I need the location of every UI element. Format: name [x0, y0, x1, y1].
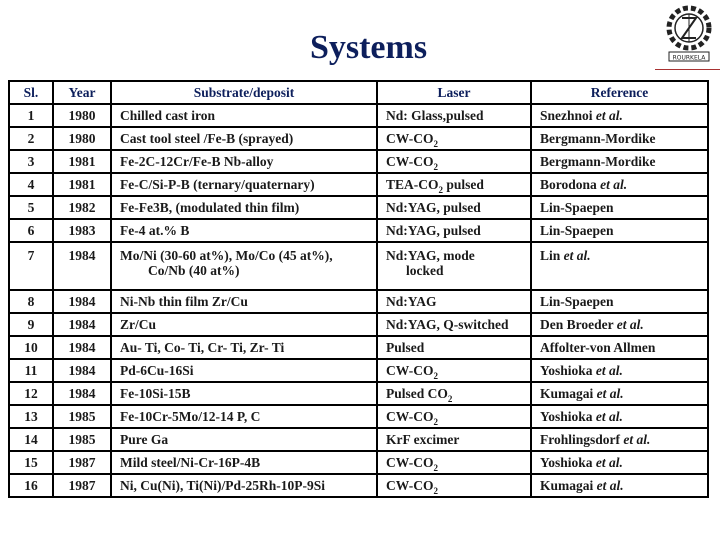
cell-substrate: [111, 405, 377, 428]
table-row: [9, 150, 708, 173]
table-row: [9, 196, 708, 219]
cell-year: 1983: [53, 219, 111, 242]
substrate-text: Ni-Nb thin film Zr/Cu: [120, 294, 248, 309]
cell-substrate: [111, 290, 377, 313]
cell-year: 1984: [53, 242, 111, 290]
substrate-text-line2: Co/Nb (40 at%): [148, 263, 240, 278]
table-row: [9, 290, 708, 313]
cell-reference: [531, 196, 708, 219]
cell-substrate: [111, 219, 377, 242]
cell-reference: [531, 313, 708, 336]
cell-laser: [377, 196, 531, 219]
cell-laser: [377, 405, 531, 428]
laser-text: Nd:YAG: [386, 294, 437, 309]
cell-reference: [531, 336, 708, 359]
laser-subscript: 2: [433, 486, 438, 496]
laser-text: Nd:YAG, pulsed: [386, 200, 481, 215]
reference-author: Kumagai: [540, 478, 594, 493]
reference-author: Snezhnoi: [540, 108, 593, 123]
substrate-text: Zr/Cu: [120, 317, 157, 332]
cell-year: 1984: [53, 382, 111, 405]
table-row: [9, 428, 708, 451]
laser-text: Nd:YAG, pulsed: [386, 223, 481, 238]
cell-reference: [531, 290, 708, 313]
cell-sl: 10: [9, 336, 53, 359]
reference-etal: et al.: [595, 409, 623, 424]
cell-sl: 15: [9, 451, 53, 474]
cell-laser: [377, 290, 531, 313]
cell-year: 1987: [53, 474, 111, 497]
header-reference: Reference: [531, 81, 708, 104]
cell-laser: [377, 104, 531, 127]
cell-year: 1985: [53, 428, 111, 451]
laser-subscript: 2: [433, 417, 438, 427]
substrate-text: Cast tool steel /Fe-B (sprayed): [120, 131, 294, 146]
cell-year: 1987: [53, 451, 111, 474]
substrate-text: Au- Ti, Co- Ti, Cr- Ti, Zr- Ti: [120, 340, 285, 355]
table-body: [9, 104, 708, 497]
laser-text: Nd:YAG, mode: [386, 248, 475, 263]
cell-laser: [377, 336, 531, 359]
laser-text-line2: locked: [406, 263, 444, 278]
reference-author: Yoshioka: [540, 363, 593, 378]
header-laser: Laser: [377, 81, 531, 104]
laser-text: CW-CO: [386, 131, 434, 146]
table-row: [9, 173, 708, 196]
laser-subscript: 2: [433, 371, 438, 381]
cell-substrate: [111, 451, 377, 474]
table-row: [9, 127, 708, 150]
cell-reference: [531, 150, 708, 173]
laser-text: Nd:YAG, Q-switched: [386, 317, 509, 332]
table-row: [9, 219, 708, 242]
cell-sl: 13: [9, 405, 53, 428]
reference-author: Affolter-von Allmen: [540, 340, 656, 355]
cell-sl: 2: [9, 127, 53, 150]
cell-laser: [377, 219, 531, 242]
laser-text: Pulsed: [386, 340, 425, 355]
laser-text: TEA-CO: [386, 177, 439, 192]
cell-substrate: [111, 196, 377, 219]
reference-author: Borodona: [540, 177, 597, 192]
reference-author: Lin-Spaepen: [540, 223, 614, 238]
substrate-text: Ni, Cu(Ni), Ti(Ni)/Pd-25Rh-10P-9Si: [120, 478, 326, 493]
laser-text: CW-CO: [386, 409, 434, 424]
cell-year: 1984: [53, 290, 111, 313]
cell-year: 1984: [53, 359, 111, 382]
reference-author: Yoshioka: [540, 409, 593, 424]
cell-laser: [377, 242, 531, 290]
reference-author: Kumagai: [540, 386, 594, 401]
substrate-text: Chilled cast iron: [120, 108, 216, 123]
cell-year: 1981: [53, 150, 111, 173]
laser-text: Nd: Glass,pulsed: [386, 108, 484, 123]
table-row: [9, 382, 708, 405]
cell-year: 1981: [53, 173, 111, 196]
cell-reference: [531, 382, 708, 405]
reference-author: Yoshioka: [540, 455, 593, 470]
cell-substrate: [111, 242, 377, 290]
cell-reference: [531, 219, 708, 242]
substrate-text: Fe-C/Si-P-B (ternary/quaternary): [120, 177, 315, 192]
logo-caption: ROURKELA: [672, 54, 706, 62]
cell-laser: [377, 451, 531, 474]
cell-laser: [377, 150, 531, 173]
reference-author: Lin: [540, 248, 561, 263]
substrate-text: Pd-6Cu-16Si: [120, 363, 194, 378]
cell-sl: 7: [9, 242, 53, 290]
cell-substrate: [111, 104, 377, 127]
cell-laser: [377, 313, 531, 336]
cell-reference: [531, 451, 708, 474]
substrate-text: Fe-10Cr-5Mo/12-14 P, C: [120, 409, 261, 424]
reference-etal: et al.: [595, 108, 623, 123]
header-substrate: Substrate/deposit: [111, 81, 377, 104]
laser-text: CW-CO: [386, 154, 434, 169]
cell-reference: [531, 428, 708, 451]
institute-emblem-icon: [660, 2, 718, 66]
cell-laser: [377, 474, 531, 497]
reference-etal: et al.: [623, 432, 651, 447]
laser-text-after: pulsed: [443, 177, 484, 192]
cell-sl: 16: [9, 474, 53, 497]
table-row: [9, 405, 708, 428]
cell-sl: 3: [9, 150, 53, 173]
cell-substrate: [111, 127, 377, 150]
reference-author: Frohlingsdorf: [540, 432, 621, 447]
laser-text: Pulsed CO: [386, 386, 448, 401]
cell-laser: [377, 359, 531, 382]
table-row: [9, 313, 708, 336]
substrate-text: Fe-4 at.% B: [120, 223, 190, 238]
substrate-text: Mild steel/Ni-Cr-16P-4B: [120, 455, 261, 470]
table-row: [9, 474, 708, 497]
cell-substrate: [111, 173, 377, 196]
substrate-text: Fe-2C-12Cr/Fe-B Nb-alloy: [120, 154, 274, 169]
reference-etal: et al.: [616, 317, 644, 332]
laser-subscript: 2: [433, 162, 438, 172]
cell-laser: [377, 173, 531, 196]
cell-sl: 9: [9, 313, 53, 336]
cell-substrate: [111, 336, 377, 359]
table-row: [9, 336, 708, 359]
table-header-row: [9, 81, 708, 104]
cell-sl: 1: [9, 104, 53, 127]
cell-year: 1980: [53, 104, 111, 127]
cell-year: 1984: [53, 313, 111, 336]
substrate-text: Fe-Fe3B, (modulated thin film): [120, 200, 300, 215]
reference-etal: et al.: [595, 363, 623, 378]
cell-sl: 4: [9, 173, 53, 196]
laser-subscript: 2: [433, 139, 438, 149]
cell-substrate: [111, 150, 377, 173]
cell-substrate: [111, 313, 377, 336]
cell-reference: [531, 242, 708, 290]
cell-reference: [531, 127, 708, 150]
cell-substrate: [111, 382, 377, 405]
laser-text: CW-CO: [386, 363, 434, 378]
reference-etal: et al.: [595, 455, 623, 470]
cell-substrate: [111, 359, 377, 382]
cell-year: 1984: [53, 336, 111, 359]
cell-reference: [531, 474, 708, 497]
cell-sl: 6: [9, 219, 53, 242]
header-year: Year: [53, 81, 111, 104]
cell-year: 1982: [53, 196, 111, 219]
reference-author: Bergmann-Mordike: [540, 154, 656, 169]
cell-laser: [377, 428, 531, 451]
cell-sl: 14: [9, 428, 53, 451]
table-row: [9, 359, 708, 382]
table-row: [9, 104, 708, 127]
reference-author: Lin-Spaepen: [540, 200, 614, 215]
laser-text: CW-CO: [386, 478, 434, 493]
table-row: [9, 451, 708, 474]
reference-etal: et al.: [596, 478, 624, 493]
cell-sl: 8: [9, 290, 53, 313]
slide-title: Systems: [309, 29, 428, 66]
cell-sl: 12: [9, 382, 53, 405]
laser-subscript: 2: [447, 394, 453, 404]
laser-text: KrF excimer: [386, 432, 460, 447]
systems-table: [8, 80, 709, 498]
cell-year: 1980: [53, 127, 111, 150]
cell-year: 1985: [53, 405, 111, 428]
laser-subscript: 2: [433, 463, 438, 473]
substrate-text: Mo/Ni (30-60 at%), Mo/Co (45 at%),: [120, 248, 333, 263]
reference-author: Den Broeder: [540, 317, 614, 332]
substrate-text: Fe-10Si-15B: [120, 386, 191, 401]
laser-text: CW-CO: [386, 455, 434, 470]
cell-laser: [377, 127, 531, 150]
cell-reference: [531, 405, 708, 428]
cell-substrate: [111, 428, 377, 451]
cell-laser: [377, 382, 531, 405]
reference-author: Bergmann-Mordike: [540, 131, 656, 146]
reference-etal: et al.: [600, 177, 628, 192]
table-row: [9, 242, 708, 290]
logo-accent-line: [655, 69, 720, 70]
cell-reference: [531, 359, 708, 382]
cell-sl: 5: [9, 196, 53, 219]
substrate-text: Pure Ga: [120, 432, 169, 447]
cell-reference: [531, 173, 708, 196]
reference-etal: et al.: [596, 386, 624, 401]
header-sl: Sl.: [9, 81, 53, 104]
laser-subscript: 2: [438, 185, 444, 195]
cell-substrate: [111, 474, 377, 497]
reference-etal: et al.: [563, 248, 591, 263]
cell-reference: [531, 104, 708, 127]
reference-author: Lin-Spaepen: [540, 294, 614, 309]
cell-sl: 11: [9, 359, 53, 382]
